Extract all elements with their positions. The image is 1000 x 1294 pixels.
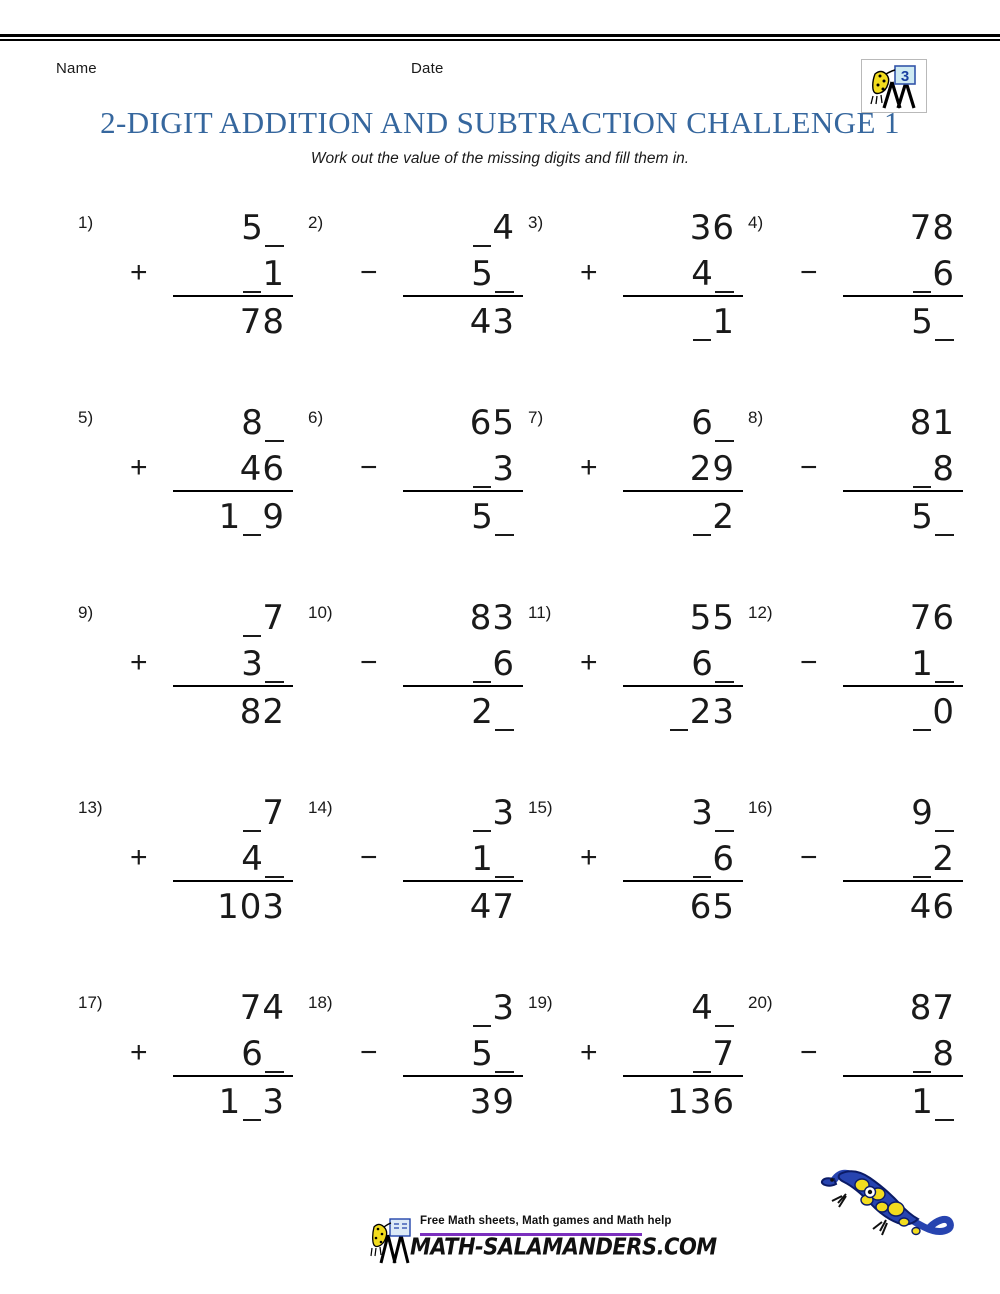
missing-digit-blank[interactable] — [911, 446, 932, 492]
blue-salamander-icon — [812, 1152, 962, 1252]
problem-6 — [308, 400, 523, 560]
problem-1 — [78, 205, 293, 365]
operator-symbol: + — [580, 1036, 598, 1069]
top-operand[interactable]: 55 — [689, 598, 735, 638]
operator-symbol: + — [130, 841, 148, 874]
missing-digit-blank[interactable] — [714, 985, 735, 1031]
problem-number: 2) — [308, 213, 324, 232]
problem-number: 20) — [748, 993, 773, 1012]
problem-15 — [528, 790, 743, 950]
result-value[interactable]: 136 — [667, 1082, 735, 1122]
missing-digit-blank[interactable] — [714, 790, 735, 836]
top-operand[interactable]: 9 — [843, 790, 963, 836]
problem-5 — [78, 400, 293, 560]
result-value[interactable]: 1 3 — [173, 1077, 293, 1123]
bottom-operand[interactable]: 3 — [173, 641, 293, 687]
missing-digit-blank[interactable] — [471, 790, 492, 836]
problem-number: 16) — [748, 798, 773, 817]
vertical-sum — [623, 985, 743, 1123]
problem-7 — [528, 400, 743, 560]
missing-digit-blank[interactable] — [714, 400, 735, 446]
problem-number: 10) — [308, 603, 333, 622]
top-operand[interactable]: 5 — [173, 205, 293, 251]
top-operand[interactable]: 87 — [909, 988, 955, 1028]
vertical-sum — [843, 985, 963, 1123]
vertical-sum — [403, 985, 523, 1123]
operator-symbol: + — [580, 451, 598, 484]
top-operand[interactable]: 7 — [173, 790, 293, 836]
page-subtitle: Work out the value of the missing digits and fill them in. — [310, 150, 690, 167]
problem-number: 7) — [528, 408, 544, 427]
missing-digit-blank[interactable] — [934, 299, 955, 345]
result-value[interactable]: 1 — [623, 297, 743, 343]
bottom-operand[interactable]: 1 — [403, 836, 523, 882]
problem-9 — [78, 595, 293, 755]
missing-digit-blank[interactable] — [911, 836, 932, 882]
missing-digit-blank[interactable] — [934, 494, 955, 540]
result-value[interactable]: 78 — [239, 302, 285, 342]
missing-digit-blank[interactable] — [241, 790, 262, 836]
vertical-sum — [843, 205, 963, 343]
missing-digit-blank[interactable] — [691, 299, 712, 345]
top-operand[interactable]: 65 — [469, 403, 515, 443]
footer-domain-text[interactable]: MATH-SALAMANDERS.COM — [410, 1233, 717, 1260]
footer-tagline: Free Math sheets, Math games and Math help — [420, 1215, 672, 1227]
bottom-operand[interactable]: 4 — [623, 251, 743, 297]
problems-grid — [0, 205, 1000, 1180]
top-operand[interactable]: 78 — [909, 208, 955, 248]
problem-number: 4) — [748, 213, 764, 232]
operator-symbol: + — [580, 841, 598, 874]
missing-digit-blank[interactable] — [494, 251, 515, 297]
bottom-operand[interactable]: 5 — [403, 251, 523, 297]
problem-number: 17) — [78, 993, 103, 1012]
problem-number: 13) — [78, 798, 103, 817]
missing-digit-blank[interactable] — [911, 251, 932, 297]
bottom-operand[interactable]: 29 — [623, 446, 743, 492]
bottom-operand[interactable]: 46 — [173, 446, 293, 492]
vertical-sum — [173, 985, 293, 1123]
result-value[interactable]: 5 — [403, 492, 523, 538]
bottom-operand[interactable]: 6 — [843, 251, 963, 297]
problem-number: 1) — [78, 213, 94, 232]
problem-14 — [308, 790, 523, 950]
name-label: Name — [56, 60, 97, 77]
problem-row — [0, 400, 1000, 595]
missing-digit-blank[interactable] — [691, 494, 712, 540]
missing-digit-blank[interactable] — [264, 641, 285, 687]
problem-number: 12) — [748, 603, 773, 622]
vertical-sum — [173, 790, 293, 928]
top-operand[interactable]: 3 — [623, 790, 743, 836]
missing-digit-blank[interactable] — [494, 689, 515, 735]
top-operand[interactable]: 6 — [623, 400, 743, 446]
missing-digit-blank[interactable] — [241, 1079, 262, 1125]
operator-symbol: − — [360, 1036, 378, 1069]
top-operand[interactable]: 7 — [173, 595, 293, 641]
result-value[interactable]: 103 — [217, 887, 285, 927]
problem-3 — [528, 205, 743, 365]
missing-digit-blank[interactable] — [714, 251, 735, 297]
math-salamanders-footer-logo[interactable] — [368, 1213, 717, 1269]
operator-symbol: + — [130, 256, 148, 289]
operator-symbol: − — [360, 646, 378, 679]
problem-12 — [748, 595, 963, 755]
problem-number: 18) — [308, 993, 333, 1012]
problem-row — [0, 595, 1000, 790]
problem-17 — [78, 985, 293, 1145]
result-value[interactable]: 46 — [909, 887, 955, 927]
vertical-sum — [623, 205, 743, 343]
vertical-sum — [623, 400, 743, 538]
result-value[interactable]: 5 — [843, 492, 963, 538]
result-value[interactable]: 43 — [469, 302, 515, 342]
operator-symbol: + — [130, 1036, 148, 1069]
problem-number: 6) — [308, 408, 324, 427]
page-title: 2-DIGIT ADDITION AND SUBTRACTION CHALLENGE 1 — [100, 105, 900, 140]
problem-11 — [528, 595, 743, 755]
problem-row — [0, 205, 1000, 400]
top-operand[interactable]: 76 — [909, 598, 955, 638]
missing-digit-blank[interactable] — [241, 251, 262, 297]
vertical-sum — [173, 595, 293, 733]
bottom-operand[interactable]: 1 — [843, 641, 963, 687]
problem-8 — [748, 400, 963, 560]
salamander-decoration — [812, 1152, 962, 1252]
bottom-operand[interactable]: 1 — [173, 251, 293, 297]
operator-symbol: + — [580, 646, 598, 679]
missing-digit-blank[interactable] — [241, 494, 262, 540]
vertical-sum — [843, 400, 963, 538]
missing-digit-blank[interactable] — [264, 400, 285, 446]
problem-number: 9) — [78, 603, 94, 622]
bottom-operand[interactable]: 6 — [623, 836, 743, 882]
operator-symbol: + — [130, 451, 148, 484]
problem-row — [0, 790, 1000, 985]
missing-digit-blank[interactable] — [471, 641, 492, 687]
missing-digit-blank[interactable] — [471, 985, 492, 1031]
bottom-operand[interactable]: 5 — [403, 1031, 523, 1077]
problem-13 — [78, 790, 293, 950]
operator-symbol: − — [800, 1036, 818, 1069]
missing-digit-blank[interactable] — [471, 205, 492, 251]
top-operand[interactable]: 8 — [173, 400, 293, 446]
result-value[interactable]: 2 — [623, 492, 743, 538]
operator-symbol: + — [130, 646, 148, 679]
missing-digit-blank[interactable] — [934, 1079, 955, 1125]
problem-number: 8) — [748, 408, 764, 427]
vertical-sum — [173, 400, 293, 538]
missing-digit-blank[interactable] — [494, 836, 515, 882]
top-operand[interactable]: 4 — [403, 205, 523, 251]
vertical-sum — [403, 205, 523, 343]
operator-symbol: + — [580, 256, 598, 289]
result-value[interactable]: 39 — [469, 1082, 515, 1122]
missing-digit-blank[interactable] — [264, 1031, 285, 1077]
missing-digit-blank[interactable] — [494, 494, 515, 540]
bottom-operand[interactable]: 7 — [623, 1031, 743, 1077]
missing-digit-blank[interactable] — [934, 641, 955, 687]
problem-10 — [308, 595, 523, 755]
name-date-row — [56, 60, 816, 82]
result-value[interactable]: 65 — [689, 887, 735, 927]
problem-2 — [308, 205, 523, 365]
missing-digit-blank[interactable] — [669, 689, 690, 735]
top-operand[interactable]: 36 — [689, 208, 735, 248]
vertical-sum — [173, 205, 293, 343]
top-operand[interactable]: 3 — [403, 985, 523, 1031]
result-value[interactable]: 2 — [403, 687, 523, 733]
missing-digit-blank[interactable] — [691, 836, 712, 882]
bottom-operand[interactable]: 6 — [173, 1031, 293, 1077]
result-value[interactable]: 5 — [843, 297, 963, 343]
problem-4 — [748, 205, 963, 365]
missing-digit-blank[interactable] — [264, 836, 285, 882]
missing-digit-blank[interactable] — [714, 641, 735, 687]
problem-number: 5) — [78, 408, 94, 427]
vertical-sum — [403, 595, 523, 733]
operator-symbol: − — [800, 841, 818, 874]
vertical-sum — [623, 790, 743, 928]
problem-number: 14) — [308, 798, 333, 817]
missing-digit-blank[interactable] — [241, 595, 262, 641]
bottom-operand[interactable]: 6 — [623, 641, 743, 687]
bottom-operand[interactable]: 8 — [843, 1031, 963, 1077]
top-operand[interactable]: 83 — [469, 598, 515, 638]
missing-digit-blank[interactable] — [494, 1031, 515, 1077]
problem-18 — [308, 985, 523, 1145]
operator-symbol: − — [360, 841, 378, 874]
problem-20 — [748, 985, 963, 1145]
top-operand[interactable]: 3 — [403, 790, 523, 836]
bottom-operand[interactable]: 8 — [843, 446, 963, 492]
missing-digit-blank[interactable] — [264, 205, 285, 251]
problem-number: 3) — [528, 213, 544, 232]
header-divider-rule — [0, 34, 1000, 41]
vertical-sum — [843, 790, 963, 928]
missing-digit-blank[interactable] — [911, 1031, 932, 1077]
date-label: Date — [411, 60, 444, 77]
problem-row — [0, 985, 1000, 1180]
result-value[interactable]: 1 — [843, 1077, 963, 1123]
missing-digit-blank[interactable] — [911, 689, 932, 735]
vertical-sum — [403, 790, 523, 928]
bottom-operand[interactable]: 3 — [403, 446, 523, 492]
operator-symbol: − — [800, 451, 818, 484]
top-operand[interactable]: 81 — [909, 403, 955, 443]
result-value[interactable]: 23 — [623, 687, 743, 733]
result-value[interactable]: 82 — [239, 692, 285, 732]
operator-symbol: − — [360, 256, 378, 289]
vertical-sum — [403, 400, 523, 538]
bottom-operand[interactable]: 2 — [843, 836, 963, 882]
problem-16 — [748, 790, 963, 950]
bottom-operand[interactable]: 4 — [173, 836, 293, 882]
operator-symbol: − — [800, 646, 818, 679]
top-operand[interactable]: 4 — [623, 985, 743, 1031]
result-value[interactable]: 47 — [469, 887, 515, 927]
problem-number: 19) — [528, 993, 553, 1012]
footer-salamander-easel-icon — [368, 1215, 416, 1270]
grade-number: 3 — [900, 68, 910, 85]
result-value[interactable]: 1 9 — [173, 492, 293, 538]
bottom-operand[interactable]: 6 — [403, 641, 523, 687]
problem-19 — [528, 985, 743, 1145]
vertical-sum — [623, 595, 743, 733]
problem-number: 15) — [528, 798, 553, 817]
operator-symbol: − — [800, 256, 818, 289]
missing-digit-blank[interactable] — [934, 790, 955, 836]
problem-number: 11) — [528, 603, 552, 622]
missing-digit-blank[interactable] — [471, 446, 492, 492]
missing-digit-blank[interactable] — [691, 1031, 712, 1077]
result-value[interactable]: 0 — [843, 687, 963, 733]
vertical-sum — [843, 595, 963, 733]
operator-symbol: − — [360, 451, 378, 484]
top-operand[interactable]: 74 — [239, 988, 285, 1028]
